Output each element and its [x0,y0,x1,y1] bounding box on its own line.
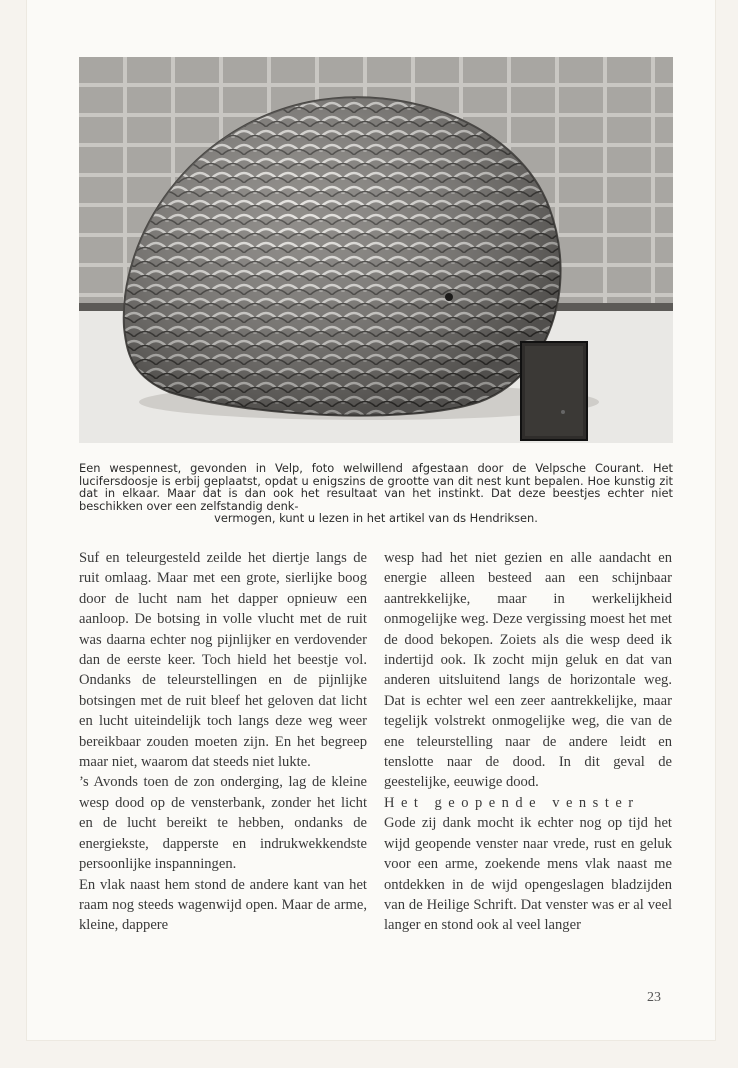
page [27,0,715,1040]
left-paragraph-1: Suf en teleurgesteld zeilde het diertje langs de ruit omlaag. Maar met een grote, sierlijke boog door de lucht nam het dapper opnieuw een aanloop. De botsing in volle vlucht met de ruit was daarna echter nog pijnlijker en verdovender dan de eerste keer. Toch hield het beestje vol. Ondanks de teleurstellingen en de pijnlijke botsingen met de ruit bleef het geloven dat licht en lucht uiteindelijk toch langs deze weg weer bereikbaar zouden moeten zijn. En het begreep maar niet, waarom dat steeds niet lukte. [79,550,367,771]
wasp-nest-photo [79,57,673,443]
page-number: 23 [647,990,661,1005]
right-column [384,548,672,936]
caption-text: Een wespennest, gevonden in Velp, foto welwillend afgestaan door de Velpsche Courant. Het lucifersdoosje is erbij geplaatst, opdat u enigszins de grootte van dit nest kunt bepalen. Hoe kunstig zit dat in elkaar. Maar dat is dan ook het resultaat van het instinkt. Dat deze beestjes echter niet beschikken over een zelfstandig denk- [79,461,673,513]
left-paragraph-2: ’s Avonds toen de zon onderging, lag de kleine wesp dood op de vensterbank, zonder het licht en de lucht bereikt te hebben, ondanks de energiekste, dapperste en indrukwekkendste persoonlijke inspanningen. [79,774,367,873]
right-paragraph-1: wesp had het niet gezien en alle aandacht en energie alleen besteed aan een schijnbaar aantrekkelijke, maar in werkelijkheid onmogelijke weg. Deze vergissing moest het met de dood bekopen. Zoiets als die wesp deed ik indertijd ook. Ik zocht mijn geluk en dat van anderen uitsluitend langs de horizontale weg. Dat is echter wel een zeer aantrekkelijke, maar tegelijk volstrekt onmogelijke weg, die van de ene teleurstelling naar de andere leidt en tenslotte naar de dood. In dit geval de geestelijke, eeuwige dood. [384,550,672,791]
right-paragraph-2: Gode zij dank mocht ik echter nog op tijd het wijd geopende venster naar vrede, rust en geluk voor een arme, zoekende mens vlak naast me ontdekken in de wijd opengeslagen bladzijden van de Heilige Schrift. Dat venster was er al veel langer en stond ook al veel langer [384,815,672,934]
caption-last-line: vermogen, kunt u lezen in het artikel van ds Hendriksen. [214,511,538,525]
wasp-nest-photo-icon [79,57,673,443]
left-paragraph-3: En vlak naast hem stond de andere kant van het raam nog steeds wagenwijd open. Maar de arme, kleine, dappere [79,876,367,934]
left-column [79,548,367,936]
section-heading: Het geopende venster [384,794,640,811]
photo-caption [79,462,673,525]
